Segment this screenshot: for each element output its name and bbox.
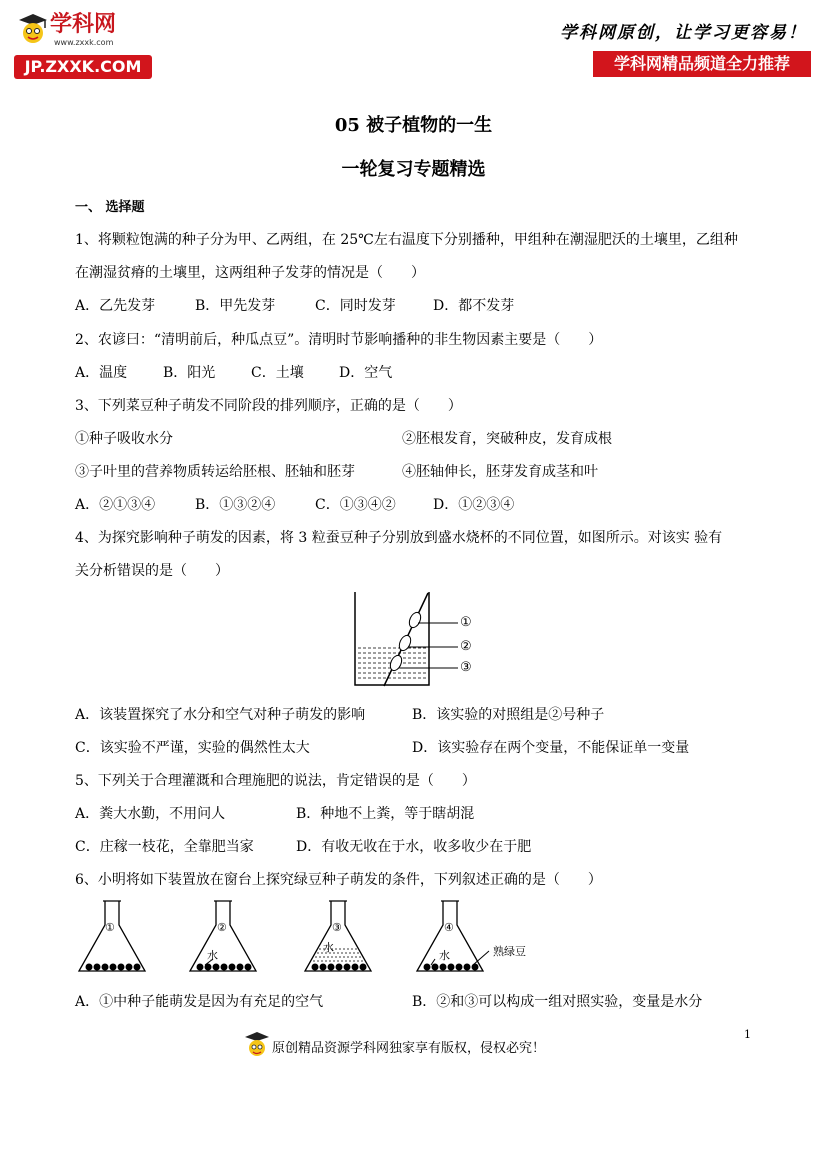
q4-label-2: ② xyxy=(460,639,472,654)
q3-step-4: ④胚轴伸长，胚芽发育成茎和叶 xyxy=(402,464,598,480)
q3-options xyxy=(75,494,514,514)
site-badge[interactable]: JP.ZXXK.COM xyxy=(14,55,152,79)
q6-water-label-2: 水 xyxy=(207,949,218,962)
q1-option-d[interactable]: D．都不发芽 xyxy=(433,298,515,314)
logo-name: 学科网 xyxy=(50,12,117,37)
footer-mascot-icon xyxy=(244,1030,270,1060)
q6-flasks-figure xyxy=(75,897,545,977)
q3-option-d[interactable]: D．①②③④ xyxy=(433,497,515,513)
q6-water-label-3: 水 xyxy=(323,941,334,954)
q2-option-d[interactable]: D．空气 xyxy=(339,365,393,381)
q6-option-b[interactable]: B．②和③可以构成一组对照实验，变量是水分 xyxy=(412,994,703,1010)
q6-cooked-bean-label: 熟绿豆 xyxy=(493,945,526,958)
q6-water-label-4: 水 xyxy=(439,949,450,962)
q5-stem: 5、下列关于合理灌溉和合理施肥的说法，肯定错误的是（ ） xyxy=(75,773,476,789)
page-subtitle: 一轮复习专题精选 xyxy=(341,159,486,180)
q3-option-b[interactable]: B．①③②④ xyxy=(195,497,276,513)
q1-options xyxy=(75,295,514,315)
q4-option-b[interactable]: B．该实验的对照组是②号种子 xyxy=(412,707,605,723)
q3-step-1: ①种子吸收水分 xyxy=(75,431,173,447)
q4-beaker-figure xyxy=(352,590,482,690)
q1-option-a[interactable]: A．乙先发芽 xyxy=(75,298,156,314)
q2-options xyxy=(75,362,392,382)
q4-option-c[interactable]: C．该实验不严谨，实验的偶然性太大 xyxy=(75,740,310,756)
q5-option-d[interactable]: D．有收无收在于水，收多收少在于肥 xyxy=(296,839,532,855)
q3-option-c[interactable]: C．①③④② xyxy=(315,497,396,513)
page-number: 1 xyxy=(744,1028,751,1041)
q2-option-c[interactable]: C．土壤 xyxy=(251,365,304,381)
q4-option-d[interactable]: D．该实验存在两个变量，不能保证单一变量 xyxy=(412,740,690,756)
q1-option-b[interactable]: B．甲先发芽 xyxy=(195,298,276,314)
copyright-notice: 原创精品资源学科网独家享有版权，侵权必究！ xyxy=(272,1041,546,1056)
q6-option-a[interactable]: A．①中种子能萌发是因为有充足的空气 xyxy=(75,994,324,1010)
q2-stem: 2、农谚曰：“清明前后，种瓜点豆”。清明时节影响播种的非生物因素主要是（ ） xyxy=(75,332,603,348)
q6-flask-label-4: ④ xyxy=(444,921,454,934)
q4-stem-line2: 关分析错误的是（ ） xyxy=(75,563,229,579)
q4-option-a[interactable]: A．该装置探究了水分和空气对种子萌发的影响 xyxy=(75,707,366,723)
q3-step-2: ②胚根发育，突破种皮，发育成根 xyxy=(402,431,612,447)
q1-stem-line1: 1、将颗粒饱满的种子分为甲、乙两组，在 25℃左右温度下分别播种，甲组种在潮湿肥沃的土壤里，乙组种 xyxy=(75,232,738,248)
q5-option-a[interactable]: A．粪大水勤，不用问人 xyxy=(75,806,226,822)
section-heading: 一、 选择题 xyxy=(75,200,145,215)
q4-label-1: ① xyxy=(460,615,472,630)
q6-flask-label-3: ③ xyxy=(332,921,342,934)
q1-stem-line2: 在潮湿贫瘠的土壤里，这两组种子发芽的情况是（ ） xyxy=(75,265,425,281)
q3-option-a[interactable]: A．②①③④ xyxy=(75,497,156,513)
slogan: 学科网原创，让学习更容易！ xyxy=(560,23,807,43)
page-title: 05 被子植物的一生 xyxy=(334,115,493,136)
q3-stem: 3、下列菜豆种子萌发不同阶段的排列顺序，正确的是（ ） xyxy=(75,398,462,414)
q2-option-b[interactable]: B．阳光 xyxy=(163,365,216,381)
q6-flask-label-1: ① xyxy=(105,921,115,934)
q3-step-3: ③子叶里的营养物质转运给胚根、胚轴和胚芽 xyxy=(75,464,355,480)
q4-stem-line1: 4、为探究影响种子萌发的因素，将 3 粒蚕豆种子分别放到盛水烧杯的不同位置，如图所示。对该实 验有 xyxy=(75,530,723,546)
q5-option-b[interactable]: B．种地不上粪，等于瞎胡混 xyxy=(296,806,475,822)
q6-flask-label-2: ② xyxy=(217,921,227,934)
q6-stem: 6、小明将如下装置放在窗台上探究绿豆种子萌发的条件，下列叙述正确的是（ ） xyxy=(75,872,602,888)
logo-url: www.zxxk.com xyxy=(54,38,114,47)
q1-option-c[interactable]: C．同时发芽 xyxy=(315,298,396,314)
q5-option-c[interactable]: C．庄稼一枝花，全靠肥当家 xyxy=(75,839,254,855)
channel-badge[interactable]: 学科网精品频道全力推荐 xyxy=(593,51,811,77)
q2-option-a[interactable]: A．温度 xyxy=(75,365,128,381)
mascot-logo-icon xyxy=(18,12,48,46)
q4-label-3: ③ xyxy=(460,660,472,675)
flasks-drawing xyxy=(75,897,545,977)
